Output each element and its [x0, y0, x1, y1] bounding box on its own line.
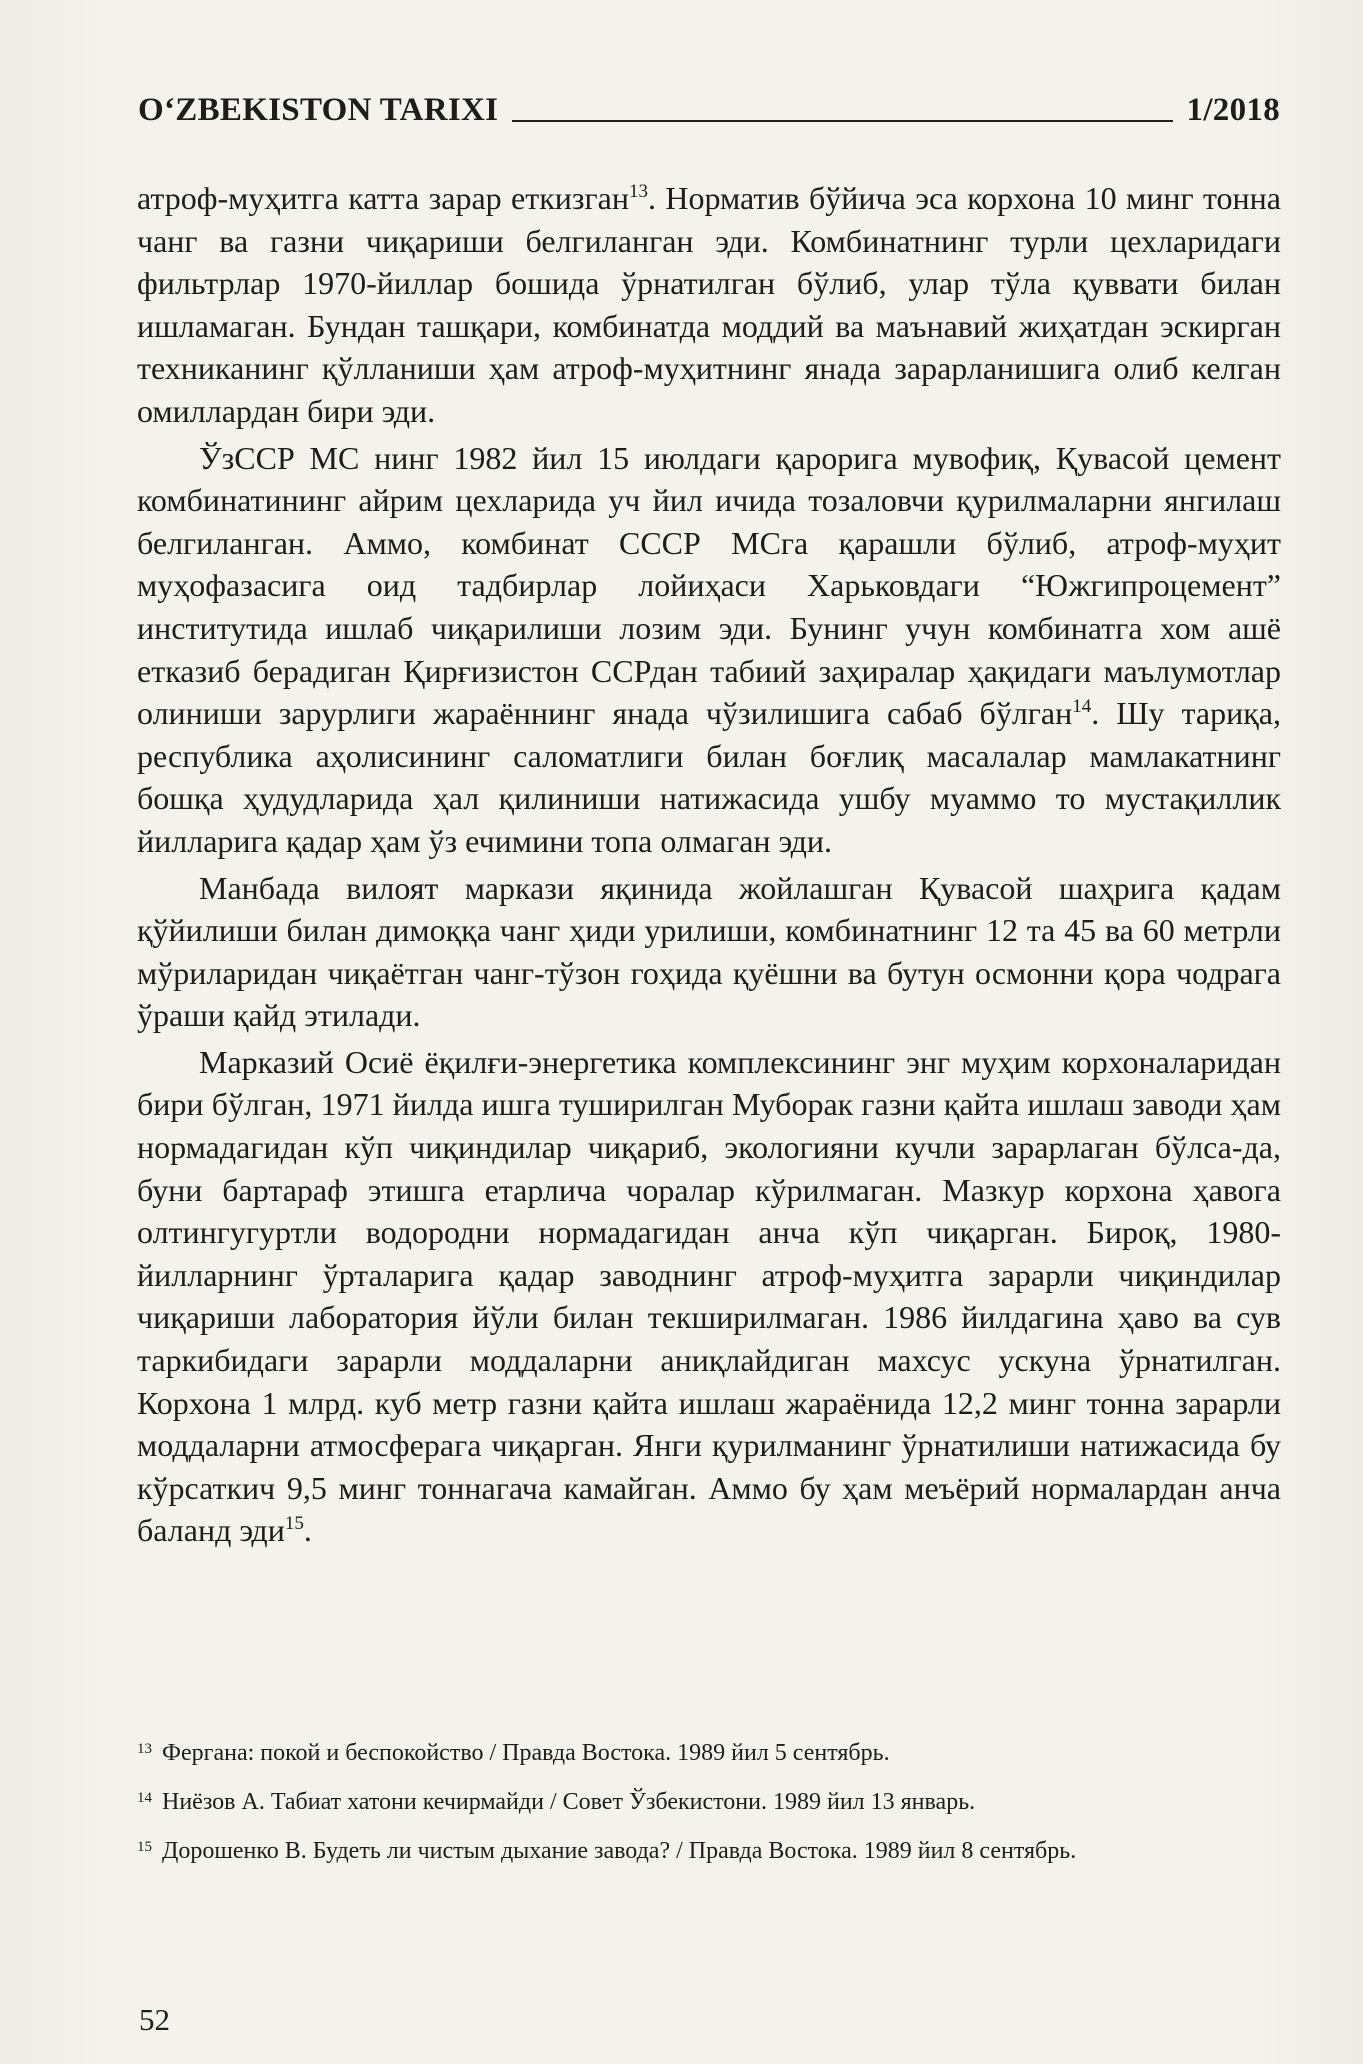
- paragraph: атроф-муҳитга катта зарар еткизган$^{13}$. Норматив бўйича эса корхона 10 минг тонна чанг ва газни чиқариши белгиланган эди. Комбинатнинг турли цехларидаги фильтрлар 1970-йиллар бошида ўрнатилган бўлиб, улар тўла қуввати билан ишламаган. Бундан ташқари, комбинатда моддий ва маънавий жиҳатдан эскирган техниканинг қўлланиши ҳам атроф-муҳитнинг янада зарарланишига олиб келган омиллардан бири эди.: [137, 180, 1282, 429]
- footnote: $^{14}$ Ниёзов А. Табиат хатони кечирмайди / Совет Ўзбекистони. 1989 йил 13 январь.: [137, 1789, 976, 1815]
- article-body: [137, 177, 1281, 1552]
- footnotes: [137, 1738, 1281, 1885]
- footnote-ref[interactable]: 15: [284, 1513, 304, 1535]
- paragraph: Марказий Осиё ёқилғи-энергетика комплексининг энг муҳим корхоналаридан бири бўлган, 1971 йилда ишга туширилган Муборак газни қайта ишлаш заводи ҳам нормадагидан кўп чиқиндилар чиқариб, экологияни кучли зарарлаган бўлса-да, буни бартараф этишга етарлича чоралар кўрилмаган. Мазкур корхона ҳавога олтингугуртли водородни нормадагидан анча кўп чиқарган. Бироқ, 1980-йилларнинг ўрталарига қадар заводнинг атроф-муҳитга зарарли чиқиндилар чиқариши лаборатория йўли билан текширилмаган. 1986 йилдагина ҳаво ва сув таркибидаги зарарли моддаларни аниқлайдиган махсус ускуна ўрнатилган. Корхона 1 млрд. куб метр газни қайта ишлаш жараёнида 12,2 минг тонна зарарли моддаларни атмосферага чиқарган. Янги қурилманинг ўрнатилиши натижасида бу кўрсаткич 9,5 минг тоннагача камайган. Аммо бу ҳам меъёрий нормалардан анча баланд эди$^{15}$.: [137, 1043, 1281, 1549]
- footnote-ref[interactable]: 13: [629, 181, 648, 202]
- issue-number: 1/2018: [1186, 92, 1280, 128]
- footnote-ref[interactable]: 14: [1072, 696, 1092, 718]
- footnote: $^{15}$ Дорошенко В. Будеть ли чистым дыхание завода? / Правда Востока. 1989 йил 8 сентябрь.: [137, 1838, 1077, 1864]
- page-number: 52: [139, 2002, 170, 2037]
- footnote: $^{13}$ Фергана: покой и беспокойство / Правда Востока. 1989 йил 5 сентябрь.: [137, 1740, 890, 1766]
- journal-title: O‘ZBEKISTON TARIXI: [138, 92, 499, 128]
- paragraph: ЎзССР МС нинг 1982 йил 15 июлдаги қарорига мувофиқ, Қувасой цемент комбинатининг айрим цехларида уч йил ичида тозаловчи қурилмаларни янгилаш белгиланган. Аммо, комбинат СССР МСга қарашли бўлиб, атроф-муҳит муҳофазасига оид тадбирлар лойиҳаси Харьковдаги “Южгипроцемент” институтида ишлаб чиқарилиши лозим эди. Бунинг учун комбинатга хом ашё етказиб берадиган Қирғизистон ССРдан табиий заҳиралар ҳақидаги маълумотлар олиниши зарурлиги жараённинг янада чўзилишига сабаб бўлган$^{14}$. Шу тариқа, республика аҳолисининг саломатлиги билан боғлиқ масалалар мамлакатнинг бошқа ҳудудларида ҳал қилиниши натижасида ушбу муаммо то мустақиллик йилларига қадар ҳам ўз ечимини топа олмаган эди.: [137, 439, 1282, 859]
- header-rule: [512, 120, 1172, 122]
- running-header: [138, 92, 1280, 128]
- paragraph: Манбада вилоят маркази яқинида жойлашган Қувасой шаҳрига қадам қўйилиши билан димоққа чанг ҳиди урилиши, комбинатнинг 12 та 45 ва 60 метрли мўриларидан чиқаётган чанг-тўзон гоҳида қуёшни ва бутун осмонни қора чодрага ўраши қайд этилади.: [137, 869, 1281, 1034]
